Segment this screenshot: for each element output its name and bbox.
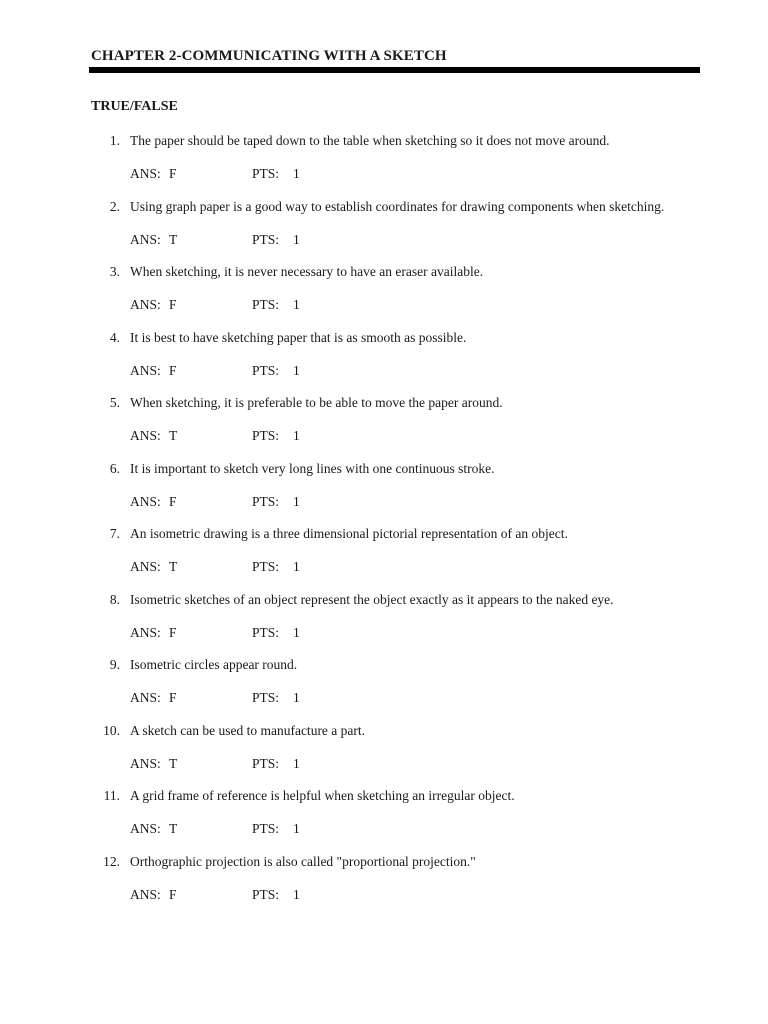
question-number: 8. — [109, 591, 120, 607]
question-item — [0, 788, 768, 854]
question-number: 5. — [109, 395, 120, 410]
question-item — [0, 264, 768, 330]
question-text: Isometric sketches of an object represent the object exactly as it appears to the naked eye. — [130, 591, 614, 607]
question-number: 6. — [109, 460, 120, 476]
question-text: A grid frame of reference is helpful when sketching an irregular object. — [130, 788, 515, 803]
answer-value: T — [169, 755, 178, 771]
question-text: A sketch can be used to manufacture a part. — [130, 722, 366, 738]
question-text: When sketching, it is never necessary to have an eraser available. — [130, 264, 484, 279]
points-label: PTS: — [252, 166, 280, 181]
answer-value: T — [169, 821, 178, 836]
answer-value: T — [169, 559, 178, 574]
question-list — [0, 133, 768, 919]
answer-value: F — [169, 886, 177, 902]
question-number: 3. — [109, 264, 120, 279]
question-text: The paper should be taped down to the table when sketching so it does not move around. — [130, 133, 610, 148]
answer-value: F — [169, 297, 177, 312]
answer-line — [130, 297, 300, 313]
question-number: 1. — [109, 133, 120, 148]
question-item — [0, 461, 768, 527]
points-value: 1 — [293, 624, 300, 640]
points-label: PTS: — [252, 231, 280, 247]
answer-label: ANS: — [130, 166, 161, 181]
title-rule — [89, 67, 700, 73]
section-heading: TRUE/FALSE — [91, 99, 178, 114]
answer-label: ANS: — [130, 755, 161, 771]
question-item — [0, 854, 768, 920]
answer-label: ANS: — [130, 362, 161, 378]
answer-label: ANS: — [130, 690, 161, 705]
points-value: 1 — [293, 428, 300, 443]
points-label: PTS: — [252, 428, 280, 443]
question-number: 4. — [109, 329, 120, 345]
answer-label: ANS: — [130, 886, 161, 902]
points-label: PTS: — [252, 297, 280, 312]
question-item — [0, 723, 768, 789]
answer-value: F — [169, 624, 177, 640]
answer-line — [130, 428, 300, 444]
question-number: 12. — [103, 853, 120, 869]
points-value: 1 — [293, 690, 300, 705]
points-value: 1 — [293, 886, 300, 902]
points-label: PTS: — [252, 821, 280, 836]
chapter-title: CHAPTER 2-COMMUNICATING WITH A SKETCH — [91, 48, 447, 64]
question-text: It is important to sketch very long lines with one continuous stroke. — [130, 460, 495, 476]
answer-line — [130, 166, 300, 182]
points-label: PTS: — [252, 559, 280, 574]
answer-value: F — [169, 362, 177, 378]
answer-line — [130, 821, 300, 837]
answer-value: T — [169, 231, 178, 247]
question-item — [0, 199, 768, 265]
answer-line — [130, 494, 300, 510]
answer-line — [130, 756, 300, 772]
points-value: 1 — [293, 297, 300, 312]
answer-line — [130, 363, 300, 379]
answer-label: ANS: — [130, 624, 161, 640]
answer-line — [130, 559, 300, 575]
answer-label: ANS: — [130, 297, 161, 312]
question-number: 9. — [109, 657, 120, 672]
answer-line — [130, 690, 300, 706]
answer-label: ANS: — [130, 559, 161, 574]
answer-value: F — [169, 166, 177, 181]
points-label: PTS: — [252, 493, 280, 509]
question-number: 7. — [109, 526, 120, 541]
answer-value: T — [169, 428, 178, 443]
question-item — [0, 657, 768, 723]
points-value: 1 — [293, 166, 300, 181]
question-item — [0, 395, 768, 461]
points-value: 1 — [293, 559, 300, 574]
question-item — [0, 592, 768, 658]
points-value: 1 — [293, 821, 300, 836]
points-label: PTS: — [252, 690, 280, 705]
points-label: PTS: — [252, 755, 280, 771]
question-item — [0, 526, 768, 592]
answer-value: F — [169, 690, 177, 705]
points-value: 1 — [293, 493, 300, 509]
points-label: PTS: — [252, 362, 280, 378]
question-number: 2. — [109, 198, 120, 214]
question-item — [0, 330, 768, 396]
answer-label: ANS: — [130, 493, 161, 509]
question-text: An isometric drawing is a three dimensional pictorial representation of an object. — [130, 526, 568, 541]
answer-line — [130, 625, 300, 641]
question-text: Isometric circles appear round. — [130, 657, 298, 672]
question-text: Orthographic projection is also called "proportional projection." — [130, 853, 476, 869]
answer-line — [130, 887, 300, 903]
question-number: 10. — [103, 722, 120, 738]
answer-label: ANS: — [130, 428, 161, 443]
question-text: Using graph paper is a good way to establish coordinates for drawing components when sketching. — [130, 198, 665, 214]
points-value: 1 — [293, 362, 300, 378]
points-value: 1 — [293, 755, 300, 771]
answer-label: ANS: — [130, 821, 161, 836]
points-label: PTS: — [252, 624, 280, 640]
question-number: 11. — [103, 788, 120, 803]
points-value: 1 — [293, 231, 300, 247]
question-text: It is best to have sketching paper that is as smooth as possible. — [130, 329, 467, 345]
answer-label: ANS: — [130, 231, 161, 247]
answer-line — [130, 232, 300, 248]
answer-value: F — [169, 493, 177, 509]
question-item — [0, 133, 768, 199]
points-label: PTS: — [252, 886, 280, 902]
question-text: When sketching, it is preferable to be able to move the paper around. — [130, 395, 503, 410]
